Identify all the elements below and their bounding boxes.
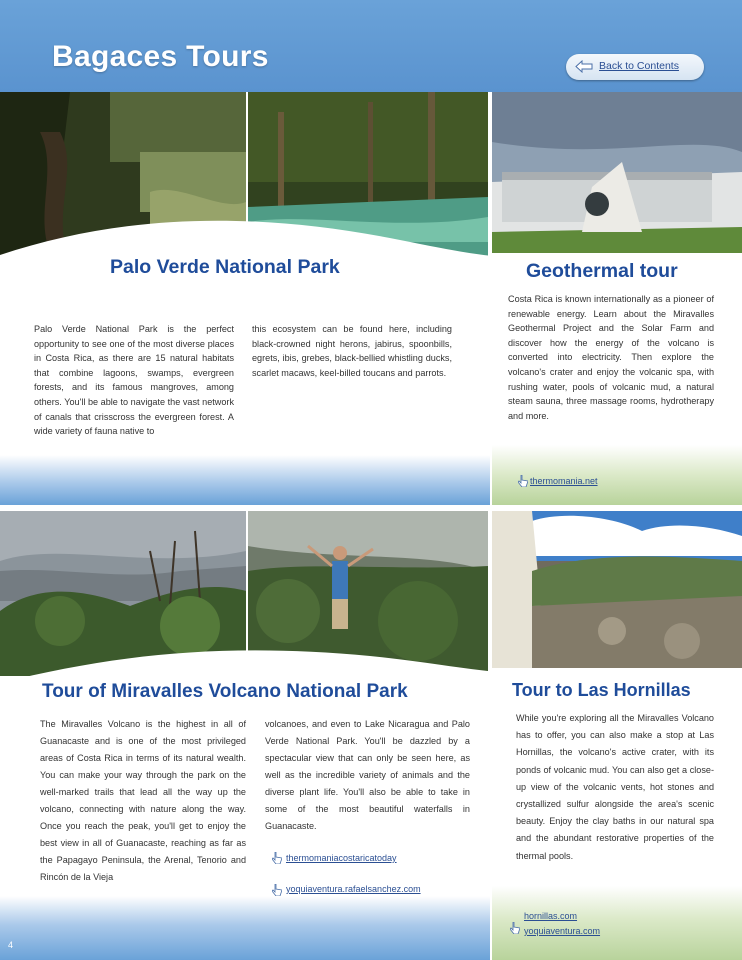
hornillas-text bbox=[516, 710, 714, 865]
geothermal-text bbox=[508, 292, 714, 423]
miravalles-paragraph-1: The Miravalles Volcano is the highest in all of Guanacaste and is one of the most privileged areas of Costa Rica in terms of its natural wealth. You can make your way through the park on the well-marked trails that lead all the way up the volcano, connecting with nature along the way. Once you reach the peak, you'll get to enjoy the best view in all of Guanacaste, reaching as far as the Papagayo Peninsula, the Arenal, Tenorio and Rincón de la Vieja bbox=[40, 719, 246, 882]
miravalles-link-1[interactable]: thermomaniacostaricatoday bbox=[286, 853, 397, 863]
back-to-contents-label: Back to Contents bbox=[599, 60, 679, 72]
pointer-icon bbox=[272, 884, 282, 896]
geothermal-paragraph: Costa Rica is known internationally as a pioneer of renewable energy. Learn about the Miravalles Geothermal Project and the Solar Farm and discover how the energy of the volcano is converted into electricity. Then explore the volcano's crater and enjoy the volcanic spa, with rushing water, pools of volcanic mud, a natural steam sauna, three massage rooms, hydrotherapy and more. bbox=[508, 294, 714, 421]
palo-verde-band bbox=[0, 455, 490, 505]
back-to-contents-button[interactable] bbox=[566, 54, 704, 80]
palo-verde-title: Palo Verde National Park bbox=[110, 256, 340, 278]
miravalles-text-col2 bbox=[265, 716, 470, 835]
miravalles-title: Tour of Miravalles Volcano National Park bbox=[42, 681, 408, 702]
bottom-wave-divider bbox=[0, 628, 742, 688]
geothermal-title: Geothermal tour bbox=[526, 260, 678, 282]
pointer-icon bbox=[518, 475, 528, 487]
pointer-icon bbox=[272, 852, 282, 864]
palo-verde-text-col1 bbox=[34, 322, 234, 439]
page-header bbox=[0, 0, 742, 92]
hornillas-title: Tour to Las Hornillas bbox=[512, 680, 691, 700]
page-number: 4 bbox=[8, 940, 14, 950]
palo-verde-text-col2 bbox=[252, 322, 452, 380]
geothermal-link[interactable]: thermomania.net bbox=[530, 476, 598, 486]
page-title: Bagaces Tours bbox=[52, 40, 269, 73]
hornillas-paragraph: While you're exploring all the Miravalles Volcano has to offer, you can also make a stop at Las Hornillas, the volcano's active crater, with its ponds of volcanic mud. You can also get a close-up view of the volcanic vents, hot stones and crystallized sulfur alongside the area's scenic beauty. Enjoy the clay baths in our natural spa and the abundant restorative properties of the thermal pools. bbox=[516, 713, 714, 861]
hornillas-link-1[interactable]: hornillas.com bbox=[524, 911, 578, 921]
palo-verde-paragraph-2: this ecosystem can be found here, including black-crowned night herons, jabirus, spoonbills, egrets, ibis, grebes, black-bellied whistling ducks, scarlet macaws, keel-billed toucans and parrots. bbox=[252, 324, 452, 378]
miravalles-paragraph-2: volcanoes, and even to Lake Nicaragua and Palo Verde National Park. You'll be dazzled by a spectacular view that can only be seen here, as well as the incredible variety of animals and the diverse plant life. You'll also be able to take in some of the most beautiful waterfalls in Guanacaste. bbox=[265, 719, 470, 831]
back-arrow-icon bbox=[575, 60, 593, 73]
hornillas-band bbox=[492, 886, 742, 960]
palo-verde-paragraph-1: Palo Verde National Park is the perfect opportunity to see one of the most diverse places in Costa Rica, as there are 15 natural habitats that combine lagoons, swamps, evergreen forests, and its famous mangroves, among others. You'll be able to navigate the vast network of canals that crisscross the evergreen forest. A wide variety of fauna native to bbox=[34, 324, 234, 437]
miravalles-band bbox=[0, 896, 490, 960]
miravalles-link-2[interactable]: yoquiaventura.rafaelsanchez.com bbox=[286, 884, 421, 894]
miravalles-text-col1 bbox=[40, 716, 246, 886]
hornillas-link-2[interactable]: yoquiaventura.com bbox=[524, 926, 601, 936]
pointer-icon bbox=[510, 922, 520, 934]
geothermal-band bbox=[492, 445, 742, 505]
